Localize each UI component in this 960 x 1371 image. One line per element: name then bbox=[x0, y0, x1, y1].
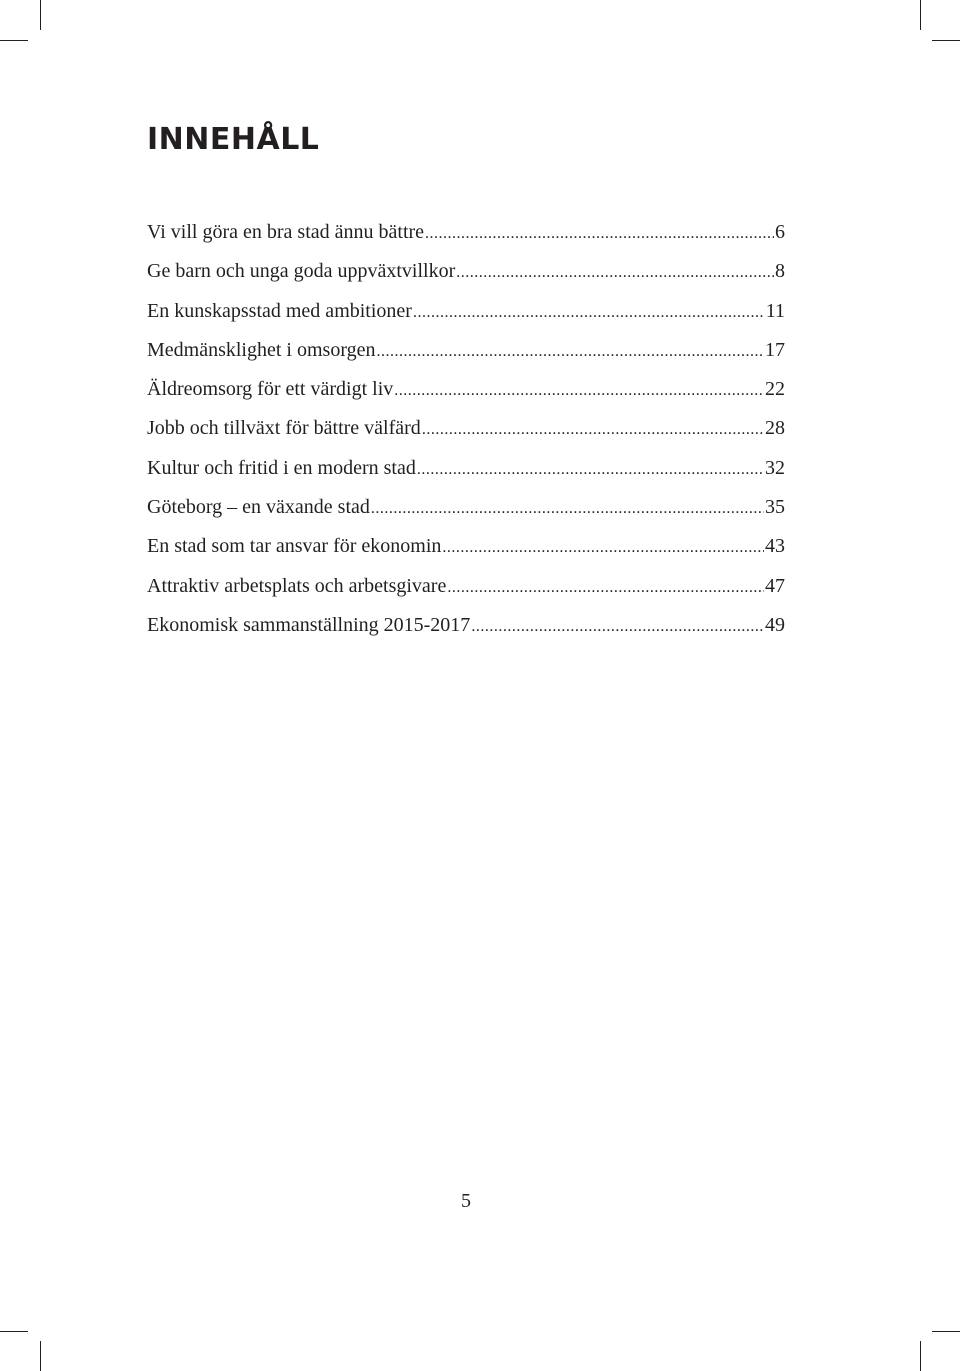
toc-entry-page: 6 bbox=[775, 221, 785, 243]
toc-entry[interactable] bbox=[147, 331, 785, 370]
toc-entry[interactable] bbox=[147, 449, 785, 488]
toc-entry[interactable] bbox=[147, 567, 785, 606]
toc-entry-page: 22 bbox=[765, 378, 785, 401]
toc-entry-page: 11 bbox=[765, 299, 785, 322]
table-of-contents bbox=[147, 213, 785, 645]
toc-entry-title: Kultur och fritid i en modern stad bbox=[147, 456, 416, 479]
toc-dot-leader bbox=[442, 528, 764, 567]
toc-entry-title: Medmänsklighet i omsorgen bbox=[147, 338, 376, 361]
toc-entry-title: Vi vill göra en bra stad ännu bättre bbox=[147, 221, 425, 243]
toc-dot-leader bbox=[425, 214, 774, 253]
crop-mark-bottom-left-vertical bbox=[40, 1341, 41, 1371]
toc-entry-title: En stad som tar ansvar för ekonomin bbox=[147, 535, 442, 558]
toc-entry[interactable] bbox=[147, 527, 785, 566]
crop-mark-bottom-right-horizontal bbox=[932, 1331, 960, 1332]
crop-mark-top-right-vertical bbox=[920, 0, 921, 30]
toc-entry-page: 35 bbox=[765, 496, 785, 519]
toc-entry-title: Ge barn och unga goda uppväxtvillkor bbox=[147, 260, 456, 283]
crop-mark-top-left-vertical bbox=[40, 0, 41, 30]
page-number: 5 bbox=[461, 1190, 471, 1212]
toc-entry-page: 8 bbox=[775, 260, 785, 283]
toc-entry-page: 43 bbox=[765, 535, 785, 558]
toc-entry[interactable] bbox=[147, 213, 785, 252]
toc-entry-page: 32 bbox=[765, 456, 785, 479]
toc-entry[interactable] bbox=[147, 606, 785, 645]
toc-entry-page: 28 bbox=[765, 417, 785, 440]
toc-entry[interactable] bbox=[147, 488, 785, 527]
toc-entry-title: Göteborg – en växande stad bbox=[147, 496, 370, 519]
toc-dot-leader bbox=[447, 568, 764, 607]
toc-dot-leader bbox=[371, 489, 764, 528]
crop-mark-top-left-horizontal bbox=[0, 40, 28, 41]
toc-dot-leader bbox=[377, 332, 765, 371]
toc-entry-page: 17 bbox=[765, 338, 785, 361]
toc-dot-leader bbox=[417, 450, 764, 489]
toc-entry-page: 47 bbox=[765, 574, 785, 597]
toc-entry[interactable] bbox=[147, 252, 785, 291]
toc-entry[interactable] bbox=[147, 292, 785, 331]
toc-entry-title: Äldreomsorg för ett värdigt liv bbox=[147, 378, 394, 401]
page-title: INNEHÅLL bbox=[147, 122, 320, 157]
toc-entry[interactable] bbox=[147, 370, 785, 409]
crop-mark-bottom-left-horizontal bbox=[0, 1331, 28, 1332]
toc-entry-page: 49 bbox=[765, 613, 785, 636]
crop-mark-top-right-horizontal bbox=[932, 40, 960, 41]
toc-entry-title: Attraktiv arbetsplats och arbetsgivare bbox=[147, 574, 447, 597]
toc-dot-leader bbox=[471, 607, 764, 646]
toc-entry[interactable] bbox=[147, 409, 785, 448]
toc-dot-leader bbox=[413, 293, 765, 332]
toc-dot-leader bbox=[456, 253, 774, 292]
toc-dot-leader bbox=[394, 371, 764, 410]
crop-mark-bottom-right-vertical bbox=[920, 1341, 921, 1371]
toc-entry-title: En kunskapsstad med ambitioner bbox=[147, 299, 412, 322]
toc-entry-title: Ekonomisk sammanställning 2015-2017 bbox=[147, 613, 471, 636]
toc-entry-title: Jobb och tillväxt för bättre välfärd bbox=[147, 417, 421, 440]
toc-dot-leader bbox=[422, 410, 764, 449]
